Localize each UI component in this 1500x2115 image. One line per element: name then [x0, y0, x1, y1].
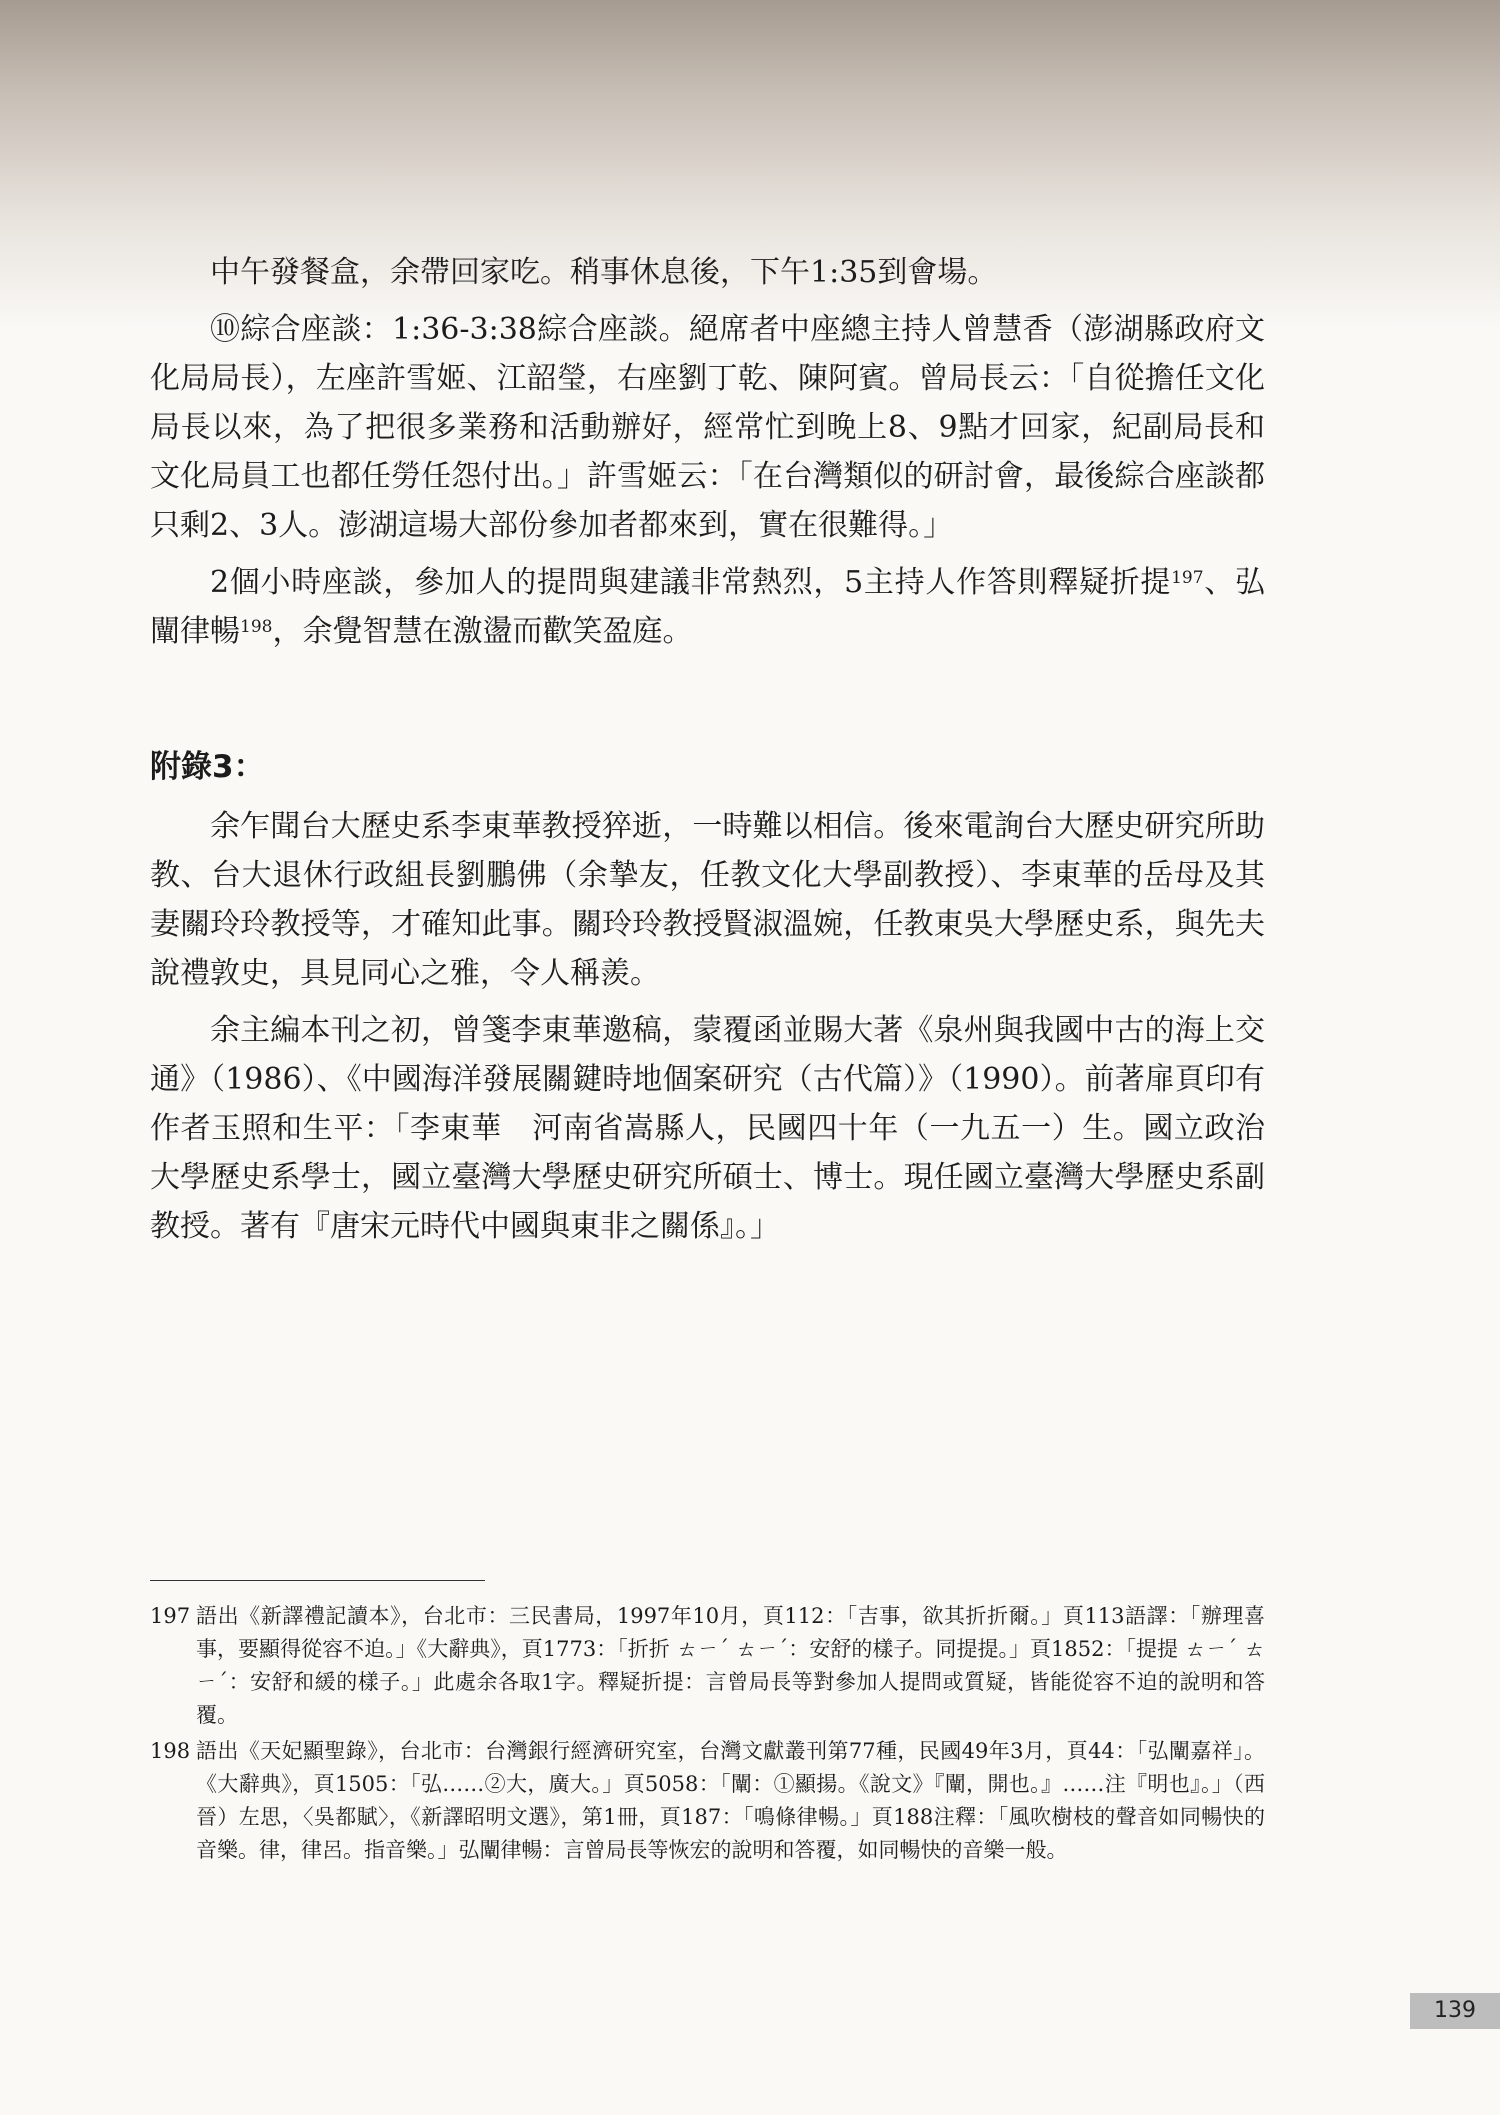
page-body	[150, 248, 1265, 1251]
footnote-text: 語出《天妃顯聖錄》，台北市：台灣銀行經濟研究室，台灣文獻叢刊第77種，民國49年3月，頁44：「弘闡嘉祥」。《大辭典》，頁1505：「弘……②大，廣大。」頁5058：「闡：①顯揚。《說文》『闡，開也。』……注『明也』。」（西晉）左思，〈吳都賦〉，《新譯昭明文選》，第1冊，頁187：「鳴條律暢。」頁188注釋：「風吹樹枝的聲音如同暢快的音樂。律，律呂。指音樂。」弘闡律暢：言曾局長等恢宏的說明和答覆，如同暢快的音樂一般。	[196, 1739, 1265, 1862]
footnote-197	[150, 1600, 1265, 1732]
footnotes	[150, 1600, 1265, 1870]
footnote-ref-197[interactable]: 197	[1171, 568, 1204, 588]
appendix-heading: 附錄3：	[150, 749, 265, 785]
summary-text-1: 2個小時座談，參加人的提問與建議非常熱烈，5主持人作答則釋疑折提	[210, 565, 1172, 600]
summary-text-2: 、弘闡律暢	[150, 565, 1265, 649]
footnote-number: 197	[150, 1604, 191, 1628]
footnote-text: 語出《新譯禮記讀本》，台北市：三民書局，1997年10月，頁112：「吉事，欲其折折爾。」頁113語譯：「辦理喜事，要顯得從容不迫。」《大辭典》，頁1773：「折折 ㄊㄧˊ ㄊㄧˊ：安舒的樣子。同提提。」頁1852：「提提 ㄊㄧˊ ㄊㄧˊ：安舒和緩的樣子。」此處余各取1字。釋疑折提：言曾局長等對參加人提問或質疑，皆能從容不迫的說明和答覆。	[196, 1604, 1265, 1727]
footnote-198	[150, 1735, 1265, 1867]
appendix-paragraph-1: 余乍聞台大歷史系李東華教授猝逝，一時難以相信。後來電詢台大歷史研究所助教、台大退休行政組長劉鵬佛（余摯友，任教文化大學副教授）、李東華的岳母及其妻關玲玲教授等，才確知此事。關玲玲教授賢淑溫婉，任教東吳大學歷史系，與先夫說禮敦史，具見同心之雅，令人稱羨。	[150, 809, 1265, 991]
body-paragraph-panel-discussion: ⑩綜合座談：1:36-3:38綜合座談。絕席者中座總主持人曾慧香（澎湖縣政府文化局局長），左座許雪姬、江韶瑩，右座劉丁乾、陳阿賓。曾局長云：「自從擔任文化局長以來，為了把很多業務和活動辦好，經常忙到晚上8、9點才回家，紀副局長和文化局員工也都任勞任怨付出。」許雪姬云：「在台灣類似的研討會，最後綜合座談都只剩2、3人。澎湖這場大部份參加者都來到，實在很難得。」	[150, 312, 1265, 543]
footnote-divider	[150, 1580, 485, 1581]
summary-text-3: ，余覺智慧在激盪而歡笑盈庭。	[272, 614, 693, 649]
body-paragraph-discussion-summary	[150, 558, 1265, 656]
body-paragraph-lunch: 中午發餐盒，余帶回家吃。稍事休息後，下午1:35到會場。	[210, 255, 998, 290]
footnote-ref-198[interactable]: 198	[240, 617, 273, 637]
footnote-number: 198	[150, 1739, 191, 1763]
appendix-paragraph-2: 余主編本刊之初，曾箋李東華邀稿，蒙覆函並賜大著《泉州與我國中古的海上交通》（1986）、《中國海洋發展關鍵時地個案研究（古代篇）》（1990）。前著扉頁印有作者玉照和生平：「李東華 河南省嵩縣人，民國四十年（一九五一）生。國立政治大學歷史系學士，國立臺灣大學歷史研究所碩士、博士。現任國立臺灣大學歷史系副教授。著有『唐宋元時代中國與東非之關係』。」	[150, 1013, 1265, 1244]
page-number: 139	[1410, 1993, 1500, 2029]
